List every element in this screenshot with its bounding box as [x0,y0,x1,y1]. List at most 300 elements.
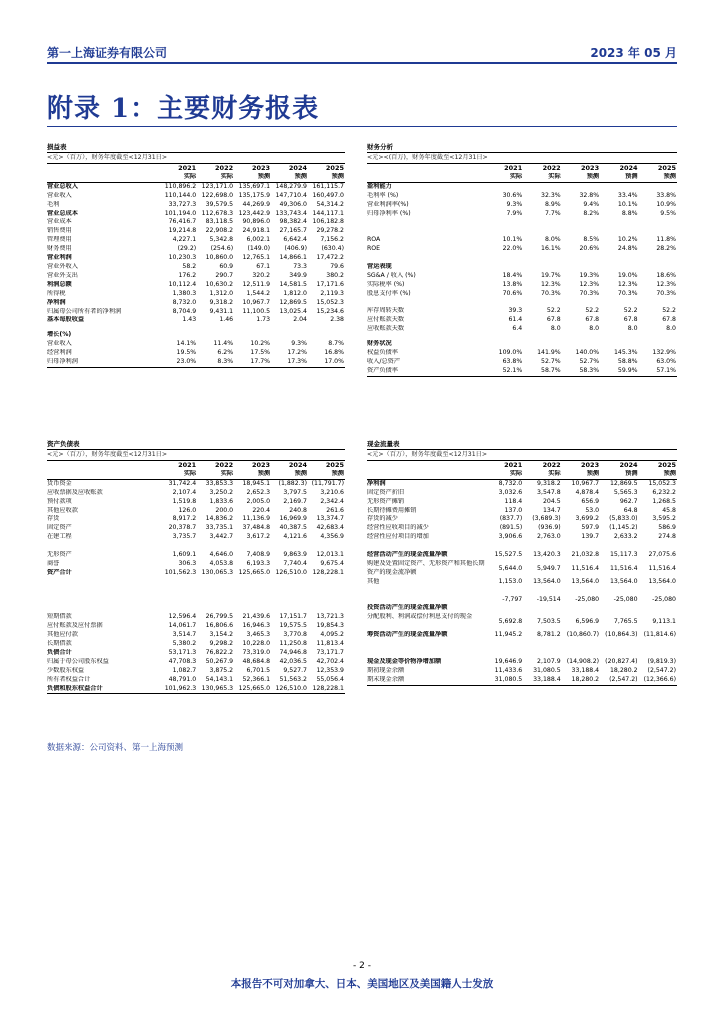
row-value: 125,665.0 [238,684,271,692]
row-label: 营业总成本 [47,209,78,217]
row-value: 50,267.9 [205,657,234,665]
table-row [367,325,677,334]
row-value: 3,699.2 [575,515,600,523]
row-value: 67.8 [546,316,561,324]
row-value: 9,863.9 [283,551,307,559]
row-value: 261.6 [326,506,344,514]
row-value: 13,374.7 [316,515,344,523]
year-header: 2025 [325,164,344,172]
row-value: 15,052.3 [316,298,344,306]
year-header: 2022 [542,164,561,172]
row-value: 63.0% [656,357,676,365]
row-value: 17,472.2 [316,254,344,262]
type-header: 预测 [271,470,308,479]
row-value [639,604,677,613]
row-value: 15,052.3 [648,479,676,487]
row-value: 9,431.1 [209,307,234,315]
row-value: 55,056.4 [316,675,344,683]
table-bottom-rule [47,367,345,368]
row-value [639,182,677,191]
row-value [271,331,308,340]
row-value: 52.2 [585,307,600,315]
row-value: 10,630.2 [205,280,234,288]
distribution-disclaimer: 本报告不可对加拿大、日本、美国地区及美国籍人士发放 [230,978,494,990]
row-value [523,263,561,272]
row-value [639,218,677,227]
row-label: 资产负债率 [367,366,398,374]
row-value: 73.3 [293,262,307,270]
year-header: 2024 [619,461,638,469]
row-value: 8.3% [217,358,234,366]
row-value: 10.2% [617,236,638,244]
row-value: 74,946.8 [279,648,307,656]
row-value: (14,908.2) [566,657,600,665]
row-value: 4,227.1 [172,236,197,244]
header-spacer [47,461,160,470]
table-row [47,218,345,227]
type-header: 实际 [485,173,523,182]
row-value [234,578,271,587]
row-value: 52.2 [546,307,561,315]
row-value: 2.38 [330,316,344,324]
row-value [485,182,523,191]
row-value: 7,765.5 [613,617,638,625]
data-source: 数据来源：公司资料、第一上海预测 [47,743,184,753]
row-value: 5,949.7 [537,564,561,572]
row-value: 14,836.2 [205,515,234,523]
row-label: 归母净利润 [47,358,78,366]
row-value: 12.3% [656,280,676,288]
row-value: 70.3% [656,289,676,297]
row-value: 2,169.7 [283,497,307,505]
row-value [562,604,600,613]
row-value [485,604,523,613]
table-title: 现金流量表 [367,440,677,450]
year-header: 2024 [288,164,307,172]
row-label: 增长(%) [47,331,72,339]
row-value: 5,644.0 [498,564,523,572]
row-value: 33.4% [617,191,638,199]
row-label: 财务状况 [367,340,392,348]
row-value: 22,908.2 [205,227,234,235]
table-row [367,649,677,658]
row-value: 133,743.4 [275,209,307,217]
table-row [47,631,345,640]
row-value: 8.5% [583,236,600,244]
row-value: -25,080 [652,595,676,603]
row-value [523,542,561,551]
row-value: 8,732.0 [172,298,197,306]
row-value: 48,684.8 [242,657,271,665]
row-value: 33,188.4 [571,666,600,674]
row-value: 145.3% [613,349,638,357]
row-value: 8.0 [627,325,638,333]
table-row [47,316,345,325]
row-value: 13.8% [502,280,523,288]
data-grid [47,164,345,367]
row-value: 110,144.0 [164,191,197,199]
row-value: 17,171.6 [316,280,344,288]
table-row [47,479,345,488]
row-value: 30.6% [502,191,523,199]
table-row [367,631,677,640]
table-row [47,236,345,245]
row-value: 274.8 [658,533,676,541]
row-value [271,542,308,551]
row-label: 固定资产折旧 [367,488,405,496]
row-value: 16,806.6 [205,622,234,630]
row-label: 营业外收入 [47,262,78,270]
row-value: 148,279.9 [275,182,307,190]
row-value: 58.2 [182,262,197,270]
row-value [197,596,234,605]
type-header: 预测 [562,470,600,479]
report-date: 2023 年 05 月 [590,46,677,60]
row-value [485,640,523,649]
row-value: 18,280.2 [609,666,638,674]
row-value: 24,918.1 [242,227,271,235]
table-row [367,316,677,325]
row-value [600,182,638,191]
row-value: 1,544.2 [246,289,271,297]
row-value: 3,770.8 [283,631,307,639]
row-value: 11,516.4 [571,564,600,572]
table-bottom-rule [47,693,345,694]
row-value: 7.9% [506,209,523,217]
type-header: 实际 [485,470,523,479]
table-row [367,551,677,560]
row-value: 3,547.8 [537,488,561,496]
table-row [47,340,345,349]
row-label: 其他应收款 [47,506,78,514]
row-value: 18,945.1 [242,479,271,487]
table-row [47,254,345,263]
row-label: 资产合计 [47,568,72,576]
row-label: 短期借款 [47,613,72,621]
row-value: 58.7% [541,366,561,374]
row-value: 2,005.0 [246,497,271,505]
row-value: 18.4% [502,271,523,279]
table-row [47,358,345,367]
row-value: 3,250.2 [209,488,234,496]
table-row [47,658,345,667]
row-value [485,254,523,263]
row-value: 4,878.4 [575,488,600,496]
row-value: 16.8% [324,349,344,357]
row-label: 其他应付款 [47,631,78,639]
row-value: 4,646.0 [209,551,234,559]
row-value [160,604,197,613]
row-value: 5,380.2 [172,640,197,648]
type-header-row [47,173,345,182]
row-value: 12.3% [579,280,600,288]
row-value [485,649,523,658]
row-label: 营业利润率(%) [367,200,409,208]
row-label: 销售费用 [47,227,72,235]
row-value: 130,065.3 [201,568,234,576]
row-value: 2.04 [293,316,307,324]
row-value: 47,708.3 [168,657,197,665]
row-value [234,604,271,613]
row-value: 3,617.2 [246,533,271,541]
row-value: 128,228.1 [312,568,344,576]
row-value [308,604,345,613]
table-row [47,182,345,191]
year-header: 2023 [251,461,271,469]
table-row [367,281,677,290]
type-header: 预测 [234,173,271,182]
row-value: 16.1% [541,245,561,253]
row-value: 11,136.9 [242,515,271,523]
table-row [367,236,677,245]
row-value: 16,946.3 [242,622,271,630]
row-value: 33,735.1 [205,524,234,532]
row-value [234,542,271,551]
row-value: 12,869.5 [279,298,307,306]
table-row [367,227,677,236]
table-row [47,299,345,308]
row-value [523,218,561,227]
row-label: ROE [367,245,381,253]
row-value: 1,082.7 [172,666,197,674]
row-value [308,331,345,340]
row-value: 9.3% [291,340,307,348]
row-label [367,587,485,596]
row-value: 45.8 [662,506,676,514]
row-value [562,227,600,236]
row-value: (2,547.2) [647,666,676,674]
row-value [197,587,234,596]
row-value: 135,697.1 [238,182,271,190]
row-value: 126.0 [178,506,197,514]
row-value: (1,882.3) [278,479,307,487]
row-value: 8.0% [544,236,561,244]
row-value: 16,969.9 [279,515,307,523]
row-value: 290.7 [215,271,234,279]
row-value: 1,153.0 [498,577,523,585]
row-value: 19,854.3 [316,622,344,630]
row-value: 2,107.9 [537,657,561,665]
table-row [367,524,677,533]
row-label [367,596,485,605]
row-value: 13,721.3 [316,613,344,621]
table-row [367,272,677,281]
row-value: 52.7% [579,357,600,365]
year-header: 2021 [178,461,197,469]
row-value: 31,080.5 [533,666,561,674]
row-value: 9,318.2 [209,298,234,306]
year-header-row [47,461,345,470]
table-row [367,498,677,507]
row-value: 26,799.5 [205,613,234,621]
row-value [308,542,345,551]
row-value: 7.7% [544,209,561,217]
row-value: (1,145.2) [609,524,638,532]
table-title: 资产负债表 [47,440,345,450]
row-value: 83,118.5 [205,218,234,226]
table-row [47,331,345,340]
row-label: 营业收入 [47,191,72,199]
row-value [562,299,600,308]
table-bottom-rule [367,376,677,377]
row-value: 8.0 [589,325,600,333]
row-value: 4,121.6 [283,533,307,541]
row-value: 101,194.0 [164,209,197,217]
row-value [485,340,523,349]
row-value [234,587,271,596]
row-value [639,263,677,272]
year-header: 2022 [542,461,561,469]
year-header: 2021 [178,164,197,172]
row-value: 3,595.2 [652,515,676,523]
row-value: 160,497.0 [312,191,344,199]
row-value: 141.9% [537,349,561,357]
row-value: 9,318.2 [537,479,561,487]
table-row [47,569,345,578]
row-value: 1,268.5 [652,497,676,505]
row-value [308,578,345,587]
table-bottom-rule [367,685,677,686]
row-label: 应付账款天数 [367,316,405,324]
row-value: 40,387.5 [279,524,307,532]
row-label: 固定资产 [47,524,72,532]
row-value: 10,228.0 [242,640,271,648]
table-row [47,281,345,290]
row-value: 54,143.1 [205,675,234,683]
row-value: 15,527.5 [494,551,523,559]
row-value: 9.4% [583,200,600,208]
row-label: 净利润 [367,479,386,487]
row-value: 4,053.8 [209,559,234,567]
row-value: 1,609.1 [172,551,197,559]
row-value [600,263,638,272]
row-value [562,182,600,191]
row-label: 筹资活动产生的现金流量净额 [367,631,448,639]
year-header: 2025 [657,461,676,469]
row-value: 161,115.7 [312,182,344,190]
table-subtitle: <元><(百万)，财务年度截至<12月31日> [367,153,677,164]
row-value: 8.7% [328,340,344,348]
row-value: 128,228.1 [312,684,344,692]
type-header: 预测 [308,173,345,182]
row-value: 10,967.7 [242,298,271,306]
row-value [600,649,638,658]
row-value: 137.0 [504,506,523,514]
row-label: 分配股利、利润或偿付利息支付的现金 [367,613,473,621]
row-value: (10,860.7) [566,631,600,639]
table-row [47,498,345,507]
row-value: 240.8 [289,506,307,514]
row-value: 70.3% [579,289,600,297]
row-value: 60.9 [219,262,234,270]
row-value: 12,013.1 [316,551,344,559]
row-value: 59.9% [617,366,638,374]
row-value: 11,100.5 [242,307,271,315]
row-label: 所得税 [47,289,66,297]
row-value [234,331,271,340]
header-spacer [367,164,485,173]
row-value: 98,382.4 [279,218,307,226]
row-label [47,596,160,605]
row-value: 10,230.3 [168,254,197,262]
row-label: 长期待摊费用摊销 [367,506,417,514]
row-value: 2,652.3 [246,488,271,496]
row-value: 17.3% [287,358,307,366]
row-value: 3,735.7 [172,533,197,541]
row-label [367,640,485,649]
type-header: 预测 [271,173,308,182]
table-row [367,676,677,685]
table-row [47,685,345,694]
table-row [367,210,677,219]
row-value: 380.2 [326,271,344,279]
row-value: 8.8% [621,209,638,217]
row-value [600,340,638,349]
year-header-row [367,461,677,470]
row-value [639,587,677,596]
row-value: 123,442.9 [238,209,271,217]
table-row [367,542,677,551]
row-value [271,596,308,605]
table-row [367,507,677,516]
row-label: 期末现金余额 [367,675,405,683]
type-header: 预测 [639,173,677,182]
row-value: 126,510.0 [275,568,307,576]
row-value: 1,519.8 [172,497,197,505]
row-value [562,640,600,649]
row-value: 64.8 [623,506,638,514]
row-value: 8.0 [666,325,676,333]
table-title: 损益表 [47,143,345,153]
row-value [562,340,600,349]
type-header-row [367,173,677,182]
table-row [367,596,677,605]
table-row [367,479,677,488]
row-value: 101,562.3 [164,568,197,576]
row-value: (20,827.4) [605,657,638,665]
row-value: 58.3% [579,366,600,374]
table-row [367,182,677,191]
row-value: 12,596.4 [168,613,197,621]
table-row [367,245,677,254]
table-row [47,551,345,560]
table-subtitle: <元>（百万），财务年度截至<12月31日> [47,153,345,164]
row-value [600,299,638,308]
row-value [523,299,561,308]
row-value: 320.2 [252,271,271,279]
row-value: 15,234.6 [316,307,344,315]
data-grid [367,164,677,376]
row-value [600,640,638,649]
row-label: 净利润 [47,298,66,306]
row-value: (12,366.6) [643,675,676,683]
row-value: 18.6% [656,271,676,279]
row-value: 52.2 [623,307,638,315]
page-number: - 2 - [353,961,371,971]
row-value: 12.3% [617,280,638,288]
row-value: 52.2 [662,307,676,315]
row-value [523,649,561,658]
row-label: SG&A / 收入 (%) [367,271,416,279]
row-value: 132.9% [652,349,676,357]
row-value: 3,154.2 [209,631,234,639]
row-value: 19,575.5 [279,622,307,630]
row-value: 13,564.0 [648,577,676,585]
row-value: 32.8% [579,191,600,199]
row-label: 归属母公司所有者的净利润 [47,307,122,315]
page-title: 附录 1：主要财务报表 [47,94,320,124]
type-header: 预测 [600,173,638,182]
